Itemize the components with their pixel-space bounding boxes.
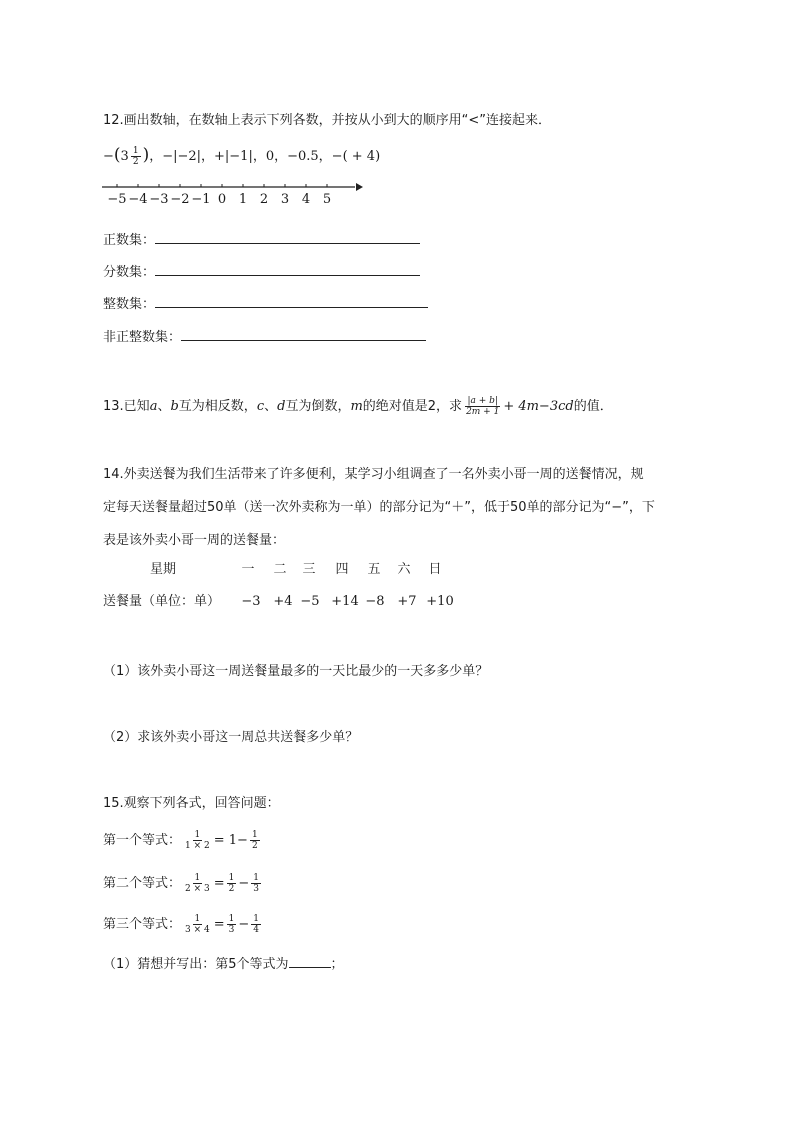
eq1-lhs-frac: $\frac{1}{1 \times 2}$ bbox=[185, 830, 210, 851]
set-fraction bbox=[103, 262, 420, 282]
eq1-equals: = 1− bbox=[213, 833, 248, 848]
q14-line3: 表是该外卖小哥一周的送餐量： bbox=[103, 533, 286, 548]
q13-sep: 、 bbox=[264, 399, 278, 414]
table-header-label: 星期 bbox=[150, 562, 177, 577]
table-value-cell: +14 bbox=[331, 594, 359, 609]
set-positive-blank[interactable] bbox=[155, 230, 420, 244]
set-integer bbox=[103, 294, 428, 314]
q15-sub1-end: ； bbox=[330, 957, 344, 972]
eq-label: 第二个等式： bbox=[103, 876, 182, 891]
q15-sub1 bbox=[103, 954, 344, 974]
q12-prompt: 12.画出数轴，在数轴上表示下列各数，并按从小到大的顺序用“<”连接起来． bbox=[103, 113, 552, 128]
table-day-cell: 二 bbox=[273, 562, 287, 577]
table-value-cell: +7 bbox=[397, 594, 417, 609]
set-fraction-label: 分数集： bbox=[103, 265, 156, 280]
q14-sub1: （1）该外卖小哥这一周送餐量最多的一天比最少的一天多多少单？ bbox=[103, 664, 489, 679]
q13-text: 的值． bbox=[573, 399, 613, 414]
q13-text: 的绝对值是2，求 bbox=[362, 399, 463, 414]
table-day-cell: 五 bbox=[367, 562, 381, 577]
q12-mixed-whole: 3 bbox=[120, 149, 129, 164]
table-value-cell: −8 bbox=[365, 594, 385, 609]
table-day-cell: 六 bbox=[397, 562, 411, 577]
q14-sub2: （2）求该外卖小哥这一周总共送餐多少单？ bbox=[103, 730, 359, 745]
set-positive-label: 正数集： bbox=[103, 233, 156, 248]
q15-sub1-text: （1）猜想并写出：第5个等式为 bbox=[103, 957, 289, 972]
eq3-minus: − bbox=[238, 917, 250, 932]
q13-prompt bbox=[103, 396, 613, 417]
eq3-equals: = bbox=[213, 917, 225, 932]
set-nonpositive-blank[interactable] bbox=[181, 327, 426, 341]
eq2-equals: = bbox=[213, 876, 225, 891]
var-a: a bbox=[149, 399, 158, 414]
set-nonpositive-label: 非正整数集： bbox=[103, 330, 182, 345]
number-line-tick-label: 2 bbox=[259, 192, 269, 207]
eq2-lhs-frac: $\frac{1}{2 \times 3}$ bbox=[185, 873, 210, 894]
q12-numbers: −(3 $\frac{1}{2}$ )，−|−2|，+|−1|，0，−0.5，−( + 4) bbox=[103, 145, 381, 167]
number-line-tick-label: 4 bbox=[301, 192, 311, 207]
q15-eq2 bbox=[103, 873, 263, 894]
var-d: d bbox=[277, 399, 286, 414]
number-line-tick-label: −4 bbox=[128, 192, 148, 207]
q15-eq3 bbox=[103, 914, 263, 935]
number-line-tick-label: 5 bbox=[322, 192, 332, 207]
number-line-tick-label: −2 bbox=[170, 192, 190, 207]
number-line-arrow bbox=[356, 183, 363, 191]
table-day-cell: 四 bbox=[335, 562, 349, 577]
q12-mixed-frac: $\frac{1}{2}$ bbox=[132, 146, 139, 167]
number-line-tick-label: −1 bbox=[191, 192, 211, 207]
var-m: m bbox=[350, 399, 363, 414]
q15-sub1-blank[interactable] bbox=[289, 954, 331, 968]
set-integer-blank[interactable] bbox=[155, 294, 428, 308]
eq2-minus: − bbox=[238, 876, 250, 891]
set-positive bbox=[103, 230, 420, 250]
q13-expression: + 4m−3cd bbox=[503, 399, 574, 414]
eq3-lhs-frac: $\frac{1}{3 \times 4}$ bbox=[185, 914, 210, 935]
eq-label: 第三个等式： bbox=[103, 917, 182, 932]
table-value-label: 送餐量（单位：单） bbox=[103, 594, 221, 609]
var-b: b bbox=[170, 399, 179, 414]
set-integer-label: 整数集： bbox=[103, 297, 156, 312]
q13-text: 互为相反数， bbox=[178, 399, 257, 414]
table-value-cell: +4 bbox=[273, 594, 293, 609]
eq3-rhs-frac: $\frac{1}{4}$ bbox=[253, 914, 260, 935]
q15-eq1 bbox=[103, 830, 262, 851]
q14-line2: 定每天送餐量超过50单（送一次外卖称为一单）的部分记为“＋”，低于50单的部分记为“−”，下 bbox=[103, 500, 655, 515]
table-day-cell: 日 bbox=[428, 562, 442, 577]
q13-text: 互为倒数， bbox=[285, 399, 351, 414]
eq2-mid-frac: $\frac{1}{2}$ bbox=[228, 873, 235, 894]
eq1-rhs-frac: $\frac{1}{2}$ bbox=[251, 830, 258, 851]
table-day-cell: 三 bbox=[302, 562, 316, 577]
q13-fraction: $\frac{|a + b|}{2m + 1}$ bbox=[466, 396, 500, 417]
q12-neg: − bbox=[103, 149, 114, 164]
number-line-tick-label: −3 bbox=[149, 192, 169, 207]
q13-text: 13.已知 bbox=[103, 399, 150, 414]
q14-line1: 14.外卖送餐为我们生活带来了许多便利，某学习小组调查了一名外卖小哥一周的送餐情况，规 bbox=[103, 467, 644, 482]
table-day-cell: 一 bbox=[241, 562, 255, 577]
eq-label: 第一个等式： bbox=[103, 833, 182, 848]
q13-sep: 、 bbox=[157, 399, 171, 414]
number-line-tick-label: 1 bbox=[238, 192, 248, 207]
number-line-tick-label: 3 bbox=[280, 192, 290, 207]
eq3-mid-frac: $\frac{1}{3}$ bbox=[228, 914, 235, 935]
table-value-cell: +10 bbox=[426, 594, 454, 609]
set-nonpositive-integer bbox=[103, 327, 426, 347]
eq2-rhs-frac: $\frac{1}{3}$ bbox=[253, 873, 260, 894]
q12-numbers-rest: ，−|−2|，+|−1|，0，−0.5，−( + 4) bbox=[149, 149, 381, 164]
number-line-tick-label: 0 bbox=[217, 192, 227, 207]
var-c: c bbox=[256, 399, 265, 414]
table-value-cell: −5 bbox=[300, 594, 320, 609]
table-value-cell: −3 bbox=[241, 594, 261, 609]
number-line-tick-label: −5 bbox=[107, 192, 127, 207]
set-fraction-blank[interactable] bbox=[155, 262, 420, 276]
q15-prompt: 15.观察下列各式，回答问题： bbox=[103, 796, 280, 811]
